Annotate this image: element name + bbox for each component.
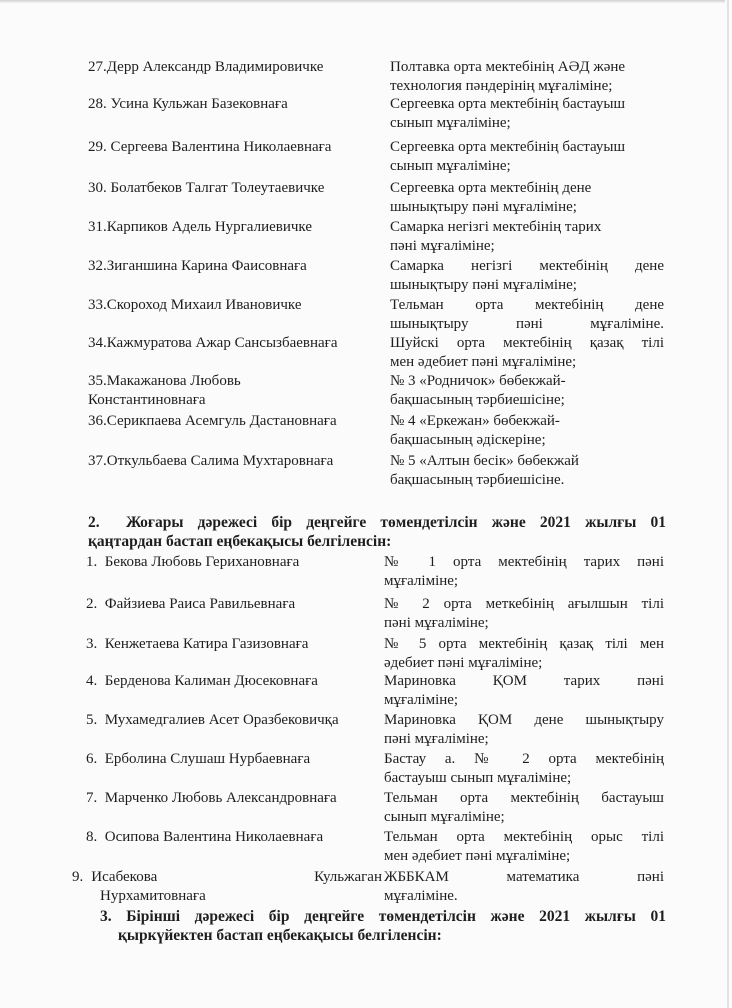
item-name-part2: Кульжаган	[314, 869, 382, 885]
item-number: 5.	[86, 712, 98, 728]
section-number: 3.	[100, 908, 112, 925]
item-number: 36.	[88, 413, 107, 429]
item-description: № 3 «Родничок» бөбекжай- бақшасының тәрбиешісіне;	[390, 373, 566, 408]
item-number: 32.	[88, 258, 107, 274]
item-number: 27.	[88, 59, 107, 75]
item-number: 2.	[86, 596, 98, 612]
item-name-part1: Исабекова	[91, 869, 158, 885]
item-description: ЖББКАМ математика пәні мұғаліміне.	[384, 869, 664, 904]
item-description: № 4 «Еркежан» бөбекжай- бақшасының әдіскеріне;	[390, 413, 560, 448]
item-description: Сергеевка орта мектебінің бастауыш сынып мұғаліміне;	[390, 96, 626, 131]
item-number: 9.	[72, 869, 84, 885]
item-description: Тельман орта мектебінің бастауыш сынып мұғаліміне;	[384, 790, 664, 825]
item-description: № 5 «Алтын бесік» бөбекжай бақшасының тәрбиешісіне.	[390, 453, 579, 488]
item-name: Осипова Валентина Николаевнаға	[104, 829, 324, 845]
item-name: Карпиков Адель Нургалиевичке	[106, 219, 312, 235]
item-name: Кенжетаева Катира Газизовнаға	[104, 636, 309, 652]
item-number: 30.	[88, 180, 107, 196]
item-description: Самарка негізгі мектебінің дене шынықтыру пәні мұғаліміне;	[390, 258, 664, 293]
item-name: Скороход Михаил Ивановичке	[106, 297, 302, 313]
item-name: Ерболина Слушаш Нурбаевнаға	[104, 751, 311, 767]
item-number: 4.	[86, 673, 98, 689]
item-description: Самарка негізгі мектебінің тарих пәні мұғаліміне;	[390, 219, 602, 254]
item-description: № 1 орта мектебінің тарих пәні мұғаліміне;	[384, 554, 664, 589]
item-name: Кажмуратова Ажар Сансызбаевнаға	[106, 335, 338, 351]
item-name: Макажанова Любовь	[106, 373, 241, 389]
item-description: Мариновка ҚОМ тарих пәні мұғаліміне;	[384, 673, 664, 708]
item-number: 37.	[88, 453, 107, 469]
item-number: 34.	[88, 335, 107, 351]
section-number: 2.	[88, 514, 100, 531]
item-name: Мухамедгалиев Асет Оразбековичқа	[104, 712, 339, 728]
item-number: 1.	[86, 554, 98, 570]
item-description: Сергеевка орта мектебінің дене шынықтыру пәні мұғаліміне;	[390, 180, 592, 215]
item-description: Шуйскі орта мектебінің қазақ тілі мен әдебиет пәні мұғаліміне;	[390, 335, 664, 370]
item-name: Дерр Александр Владимировичке	[106, 59, 324, 75]
item-name: Берденова Калиман Дюсековнаға	[104, 673, 318, 689]
item-name: Зиганшина Карина Фаисовнаға	[106, 258, 307, 274]
item-name: Усина Кульжан Базековнаға	[110, 96, 288, 112]
section-3-heading: 3. Бірінші дәрежесі бір деңгейге төмендетілсін және 2021 жылғы 01 қыркүйектен бастап еңбекақысы белгіленсін:	[100, 908, 666, 944]
item-number: 31.	[88, 219, 107, 235]
item-name: Серикпаева Асемгуль Дастановнаға	[106, 413, 337, 429]
item-number: 6.	[86, 751, 98, 767]
item-description: № 2 орта меткебінің ағылшын тілі пәні мұғаліміне;	[384, 596, 664, 631]
item-name: Сергеева Валентина Николаевнаға	[110, 139, 332, 155]
item-number: 29.	[88, 139, 107, 155]
section-2-heading-text: Жоғары дәрежесі бір деңгейге төмендетілсін және 2021 жылғы 01 қаңтардан бастап еңбекақысы белгіленсін:	[88, 514, 666, 550]
item-description: Мариновка ҚОМ дене шынықтыру пәні мұғаліміне;	[384, 712, 664, 747]
item-name-line2: Нурхамитовнаға	[100, 888, 206, 904]
item-description: Тельман орта мектебінің орыс тілі мен әдебиет пәні мұғаліміне;	[384, 829, 664, 864]
item-name: Файзиева Раиса Равильевнаға	[104, 596, 296, 612]
item-name: Бекова Любовь Герихановнаға	[104, 554, 300, 570]
item-description: Сергеевка орта мектебінің бастауыш сынып мұғаліміне;	[390, 139, 626, 174]
item-name: Марченко Любовь Александровнаға	[104, 790, 337, 806]
item-number: 33.	[88, 297, 107, 313]
item-number: 8.	[86, 829, 98, 845]
item-number: 35.	[88, 373, 107, 389]
item-name-line2: Константиновнаға	[88, 392, 206, 408]
item-description: Бастау а. № 2 орта мектебінің бастауыш сынып мұғаліміне;	[384, 751, 664, 786]
item-description: № 5 орта мектебінің қазақ тілі мен әдебиет пәні мұғаліміне;	[384, 636, 664, 671]
item-description: Полтавка орта мектебінің АӘД және технология пәндерінің мұғаліміне;	[390, 59, 626, 94]
item-name: Откульбаева Салима Мухтаровнаға	[106, 453, 334, 469]
item-name: Болатбеков Талгат Толеутаевичке	[110, 180, 325, 196]
item-number: 28.	[88, 96, 107, 112]
item-number: 3.	[86, 636, 98, 652]
item-number: 7.	[86, 790, 98, 806]
item-description: Тельман орта мектебінің дене шынықтыру пәні мұғаліміне.	[390, 297, 664, 332]
